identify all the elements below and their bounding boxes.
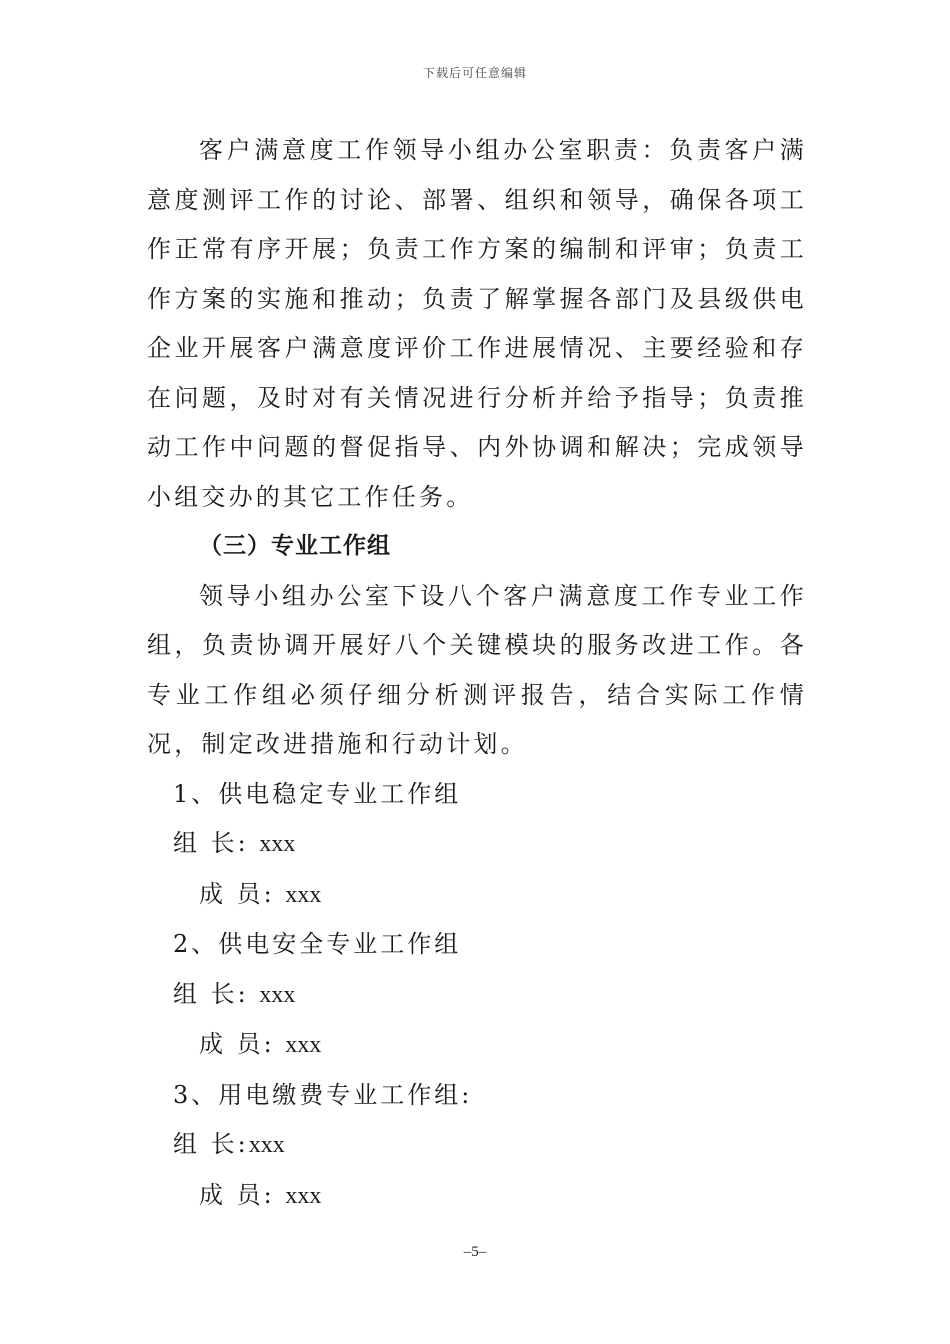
page-number: –5– [463, 1244, 487, 1260]
work-group [147, 770, 807, 921]
group-title: 3、用电缴费专业工作组: [173, 1080, 473, 1109]
leader-label: 组 长: [173, 1130, 249, 1158]
leader-label: 组 长: [173, 979, 260, 1008]
duty-paragraph: 客户满意度工作领导小组办公室职责：负责客户满意度测评工作的讨论、部署、组织和领导，确保各项工作正常有序开展；负责工作方案的编制和评审；负责工作方案的实施和推动；负责了解掌握各部门及县级供电企业开展客户满意度评价工作进展情况、主要经验和存在问题，及时对有关情况进行分析并给予指导；负责推动工作中问题的督促指导、内外协调和解决；完成领导小组交办的其它工作任务。 [147, 136, 807, 511]
leader-value: xxx [248, 1132, 285, 1158]
member-value: xxx [285, 1032, 322, 1058]
leader-label: 组 长: [173, 829, 260, 857]
member-label: 成 员: [199, 1180, 286, 1209]
group-title: 2、供电安全专业工作组 [173, 930, 462, 958]
group-leader-line [147, 970, 807, 1021]
member-label: 成 员: [199, 879, 286, 908]
work-group [147, 920, 807, 1071]
group-leader-line [147, 1120, 807, 1171]
group-leader-line [147, 819, 807, 870]
member-label: 成 员: [199, 1030, 286, 1058]
leader-value: xxx [259, 831, 296, 857]
group-title: 1、供电稳定专业工作组 [173, 779, 462, 808]
group-member-line [147, 870, 807, 921]
group-member-line [147, 1020, 807, 1071]
section-heading: （三）专业工作组 [199, 533, 391, 559]
page-header-note: 下载后可任意编辑 [422, 66, 527, 80]
leader-value: xxx [259, 981, 296, 1008]
work-group [147, 1071, 807, 1222]
member-value: xxx [285, 1182, 322, 1209]
document-body [147, 126, 807, 1221]
member-value: xxx [285, 881, 322, 908]
group-member-line [147, 1171, 807, 1222]
section-paragraph: 领导小组办公室下设八个客户满意度工作专业工作组，负责协调开展好八个关键模块的服务改进工作。各专业工作组必须仔细分析测评报告，结合实际工作情况，制定改进措施和行动计划。 [147, 581, 807, 758]
